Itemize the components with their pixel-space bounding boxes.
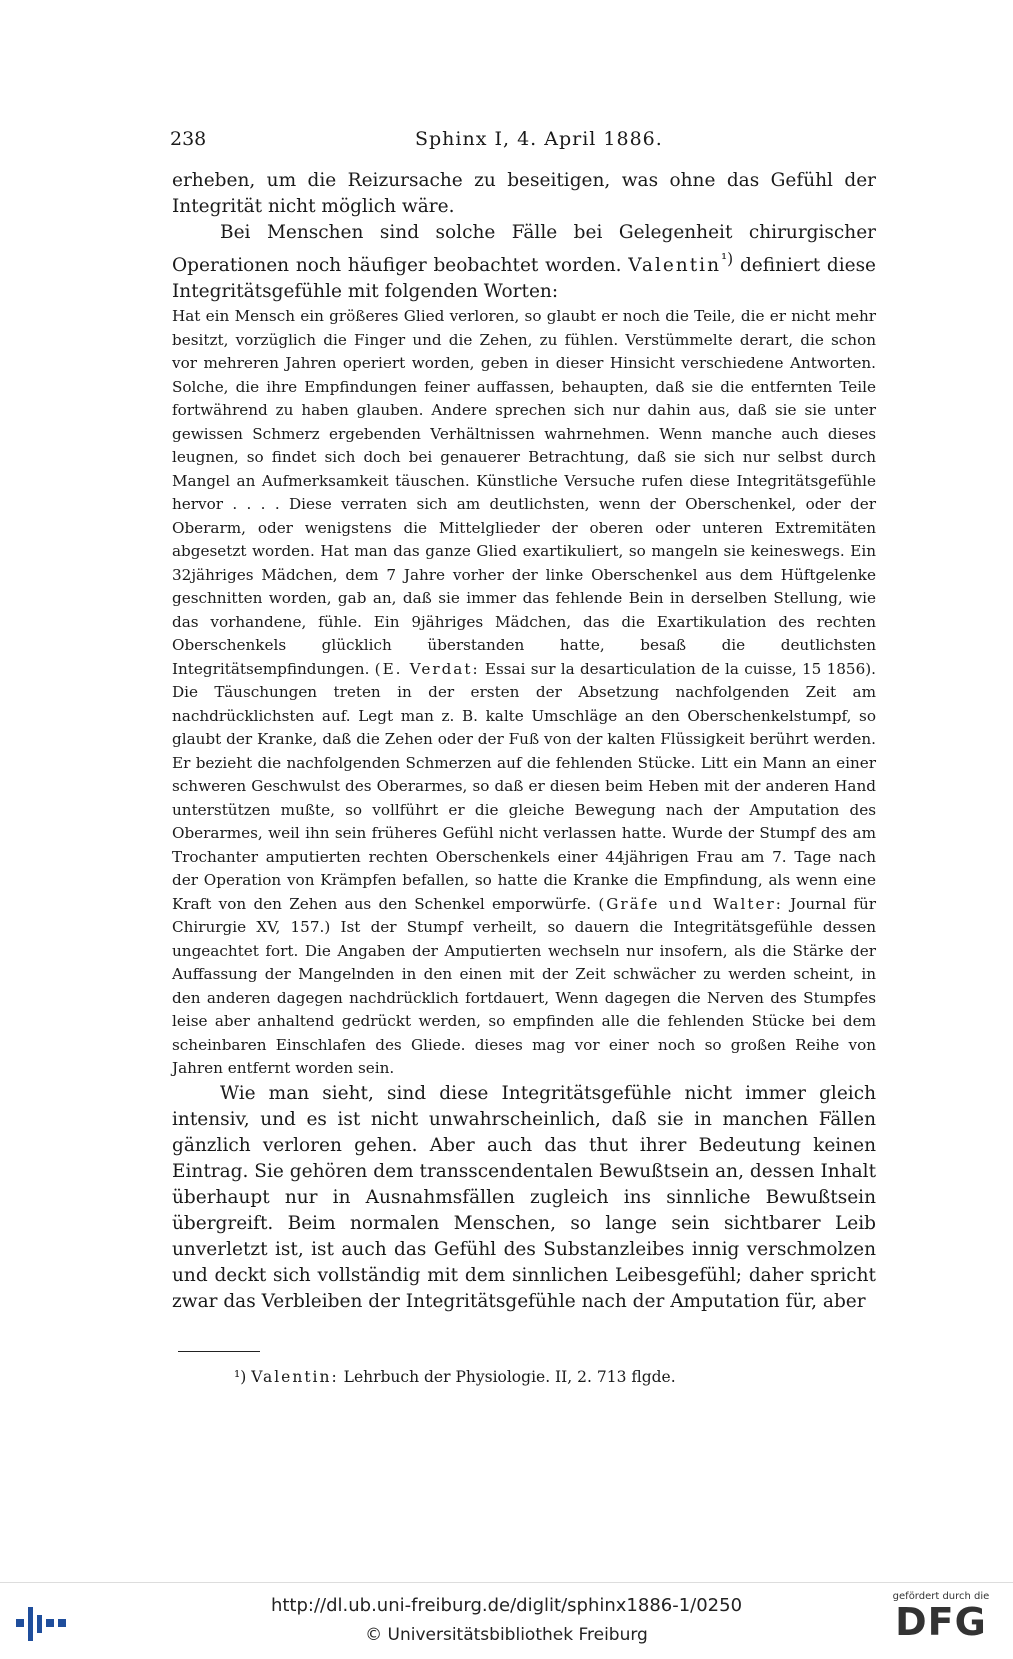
paragraph-intensity: Wie man sieht, sind diese Integritätsgefühle nicht immer gleich intensiv, und es ist nicht unwahrscheinlich, daß sie in manchen Fällen gänzlich verloren gehen. Aber auch das thut ihrer Bedeutung keinen Eintrag. Sie gehören dem transscendentalen Bewußtsein an, dessen Inhalt überhaupt nur in Ausnahmsfällen zugleich ins sinnliche Bewußtsein übergreift. Beim normalen Menschen, so lange sein sichtbarer Leib unverletzt ist, ist auch das Gefühl des Substanzleibes innig verschmolzen und deckt sich vollständig mit dem sinnlichen Leibesgefühl; daher spricht zwar das Verbleiben der Integritätsgefühle nach der Amputation für, aber xyxy=(172,1082,876,1312)
page-number: 238 xyxy=(170,128,207,150)
quotation-text: Hat ein Mensch ein größeres Glied verloren, so glaubt er noch die Teile, die er nicht mehr besitzt, vorzüglich die Finger und die Zehen, zu fühlen. Verstümmelte derart, die schon vor mehreren Jahren operiert worden, geben in dieser Hinsicht verschiedene Antworten. Solche, die ihre Empfindungen feiner auffassen, behaupten, daß sie die entfernten Teile fortwährend zu haben glauben. Andere sprechen sich nur dahin aus, daß sie sie unter gewissen Schmerz ergebenden Verhältnissen wahrnehmen. Wenn manche auch dieses leugnen, so findet sich doch bei genauerer Betrachtung, daß sie sich nur selbst durch Mangel an Aufmerksamkeit täuschen. Künstliche Versuche rufen diese Integritätsgefühle hervor . . . . Diese verraten sich am deutlichsten, wenn der Oberschenkel, oder der Oberarm, oder wenigstens die Mittelglieder der oberen oder unteren Extremitäten abgesetzt worden. Hat man das ganze Glied exartikuliert, so mangeln sie keineswegs. Ein 32jähriges Mädchen, dem 7 Jahre vorher der linke Oberschenkel aus dem Hüftgelenke geschnitten worden, gab an, daß sie immer das fehlende Bein in derselben Stellung, wie das vorhandene, fühle. Ein 9jähriges Mädchen, das die Exartikulation des rechten Oberschenkels glücklich überstanden hatte, besaß die deutlichsten Integritätsempfindungen. xyxy=(172,307,876,678)
footnote-author: Valentin: xyxy=(251,1368,339,1386)
footnote-divider xyxy=(178,1351,260,1352)
paragraph-continuation: erheben, um die Reizursache zu beseitigen, was ohne das Gefühl der Integrität nicht möglich wäre. xyxy=(172,170,876,217)
footnote-marker: ¹) xyxy=(234,1368,247,1386)
footnote xyxy=(234,1366,676,1388)
citation-title: Journal für Chirurgie XV, 157.) xyxy=(172,894,877,937)
paragraph-text: Bei Menschen sind solche Fälle bei Gelegenheit chirurgischer Operationen noch häufiger beobachtet worden. xyxy=(172,222,876,277)
citation-title: Essai sur la desarticulation de la cuisse, 15 1856). xyxy=(484,659,876,678)
article-body xyxy=(172,168,876,1315)
paragraph-text: definiert diese Integritätsgefühle mit folgenden Worten: xyxy=(172,255,877,303)
citation-author-graefe-walter: (Gräfe und Walter: xyxy=(598,894,783,913)
footer-bar xyxy=(0,1582,1013,1659)
paragraph-surgical-cases xyxy=(172,220,876,305)
footnote-text: Lehrbuch der Physiologie. II, 2. 713 flgde. xyxy=(343,1368,676,1386)
funder-note: gefördert durch die xyxy=(892,1591,990,1602)
permalink-url[interactable]: http://dl.ub.uni-freiburg.de/diglit/sphinx1886-1/0250 xyxy=(270,1595,743,1616)
page-header xyxy=(170,128,876,158)
dfg-logo-text: DFG xyxy=(895,1600,987,1644)
footnote-reference: ¹) xyxy=(721,250,734,268)
quotation-text: Ist der Stumpf verheilt, so dauern die Integritätsgefühle dessen ungeachtet fort. Die Angaben der Amputierten wechseln nur insofern, als die Stärke der Auffassung der Mangelnden in den einen mit der Zeit schwächer zu werden scheint, in den anderen dagegen nachdrücklich fortdauert, Wenn dagegen die Nerven des Stumpfes leise aber anhaltend gedrückt werden, so empfinden alle die fehlenden Stücke bei dem scheinbaren Einschlafen des Gliede. dieses mag vor einer noch so großen Reihe von Jahren entfernt worden sein. xyxy=(172,918,876,1078)
copyright-notice: © Universitätsbibliothek Freiburg xyxy=(365,1625,648,1645)
running-head: Sphinx I, 4. April 1886. xyxy=(415,128,663,150)
dfg-logo xyxy=(881,1591,1001,1642)
quotation-valentin xyxy=(172,305,876,1081)
quotation-text: Die Täuschungen treten in der ersten der Absetzung nachfolgenden Zeit am nachdrücklichsten auf. Legt man z. B. kalte Umschläge an den Oberschenkelstumpf, so glaubt der Kranke, daß die Zehen oder der Fuß von der kalten Flüssigkeit berührt werden. Er bezieht die nachfolgenden Schmerzen auf die fehlenden Stücke. Litt ein Mann an einer schweren Geschwulst des Oberarmes, so daß er diesen beim Heben mit der anderen Hand unterstützen mußte, so vollführt er die gleiche Bewegung nach der Amputation des Oberarmes, weil ihn sein früheres Gefühl nicht verlassen hatte. Wurde der Stumpf des am Trochanter amputierten rechten Oberschenkels einer 44jährigen Frau am 7. Tage nach der Operation von Krämpfen befallen, so hatte die Kranke die Empfindung, als wenn eine Kraft von den Zehen aus den Schenkel emporwürfe. xyxy=(172,683,876,913)
author-name-valentin: Valentin xyxy=(628,255,721,277)
citation-author-verdat: (E. Verdat: xyxy=(374,659,480,678)
